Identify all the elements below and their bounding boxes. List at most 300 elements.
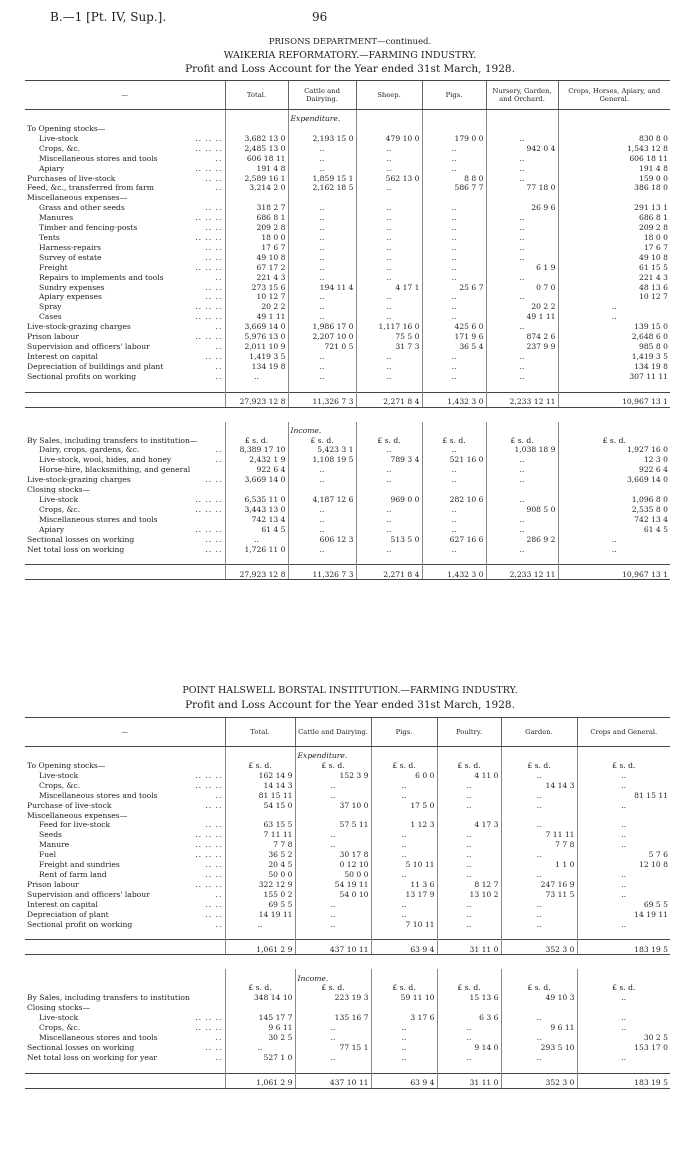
amount-cell: .. bbox=[356, 154, 422, 164]
amount-cell: 73 11 5 bbox=[501, 890, 577, 900]
amount-cell: 874 2 6 bbox=[486, 332, 558, 342]
amount-cell: .. bbox=[295, 920, 371, 930]
amount-cell: 386 18 0 bbox=[558, 183, 670, 193]
column-header: Crops, Horses, Apiary, and General. bbox=[558, 81, 670, 110]
amount-cell: 14 19 11 bbox=[577, 910, 670, 920]
amount-cell: .. bbox=[437, 900, 501, 910]
table-row bbox=[25, 283, 670, 293]
row-label: Spray bbox=[39, 302, 62, 312]
amount-cell: 81 15 11 bbox=[225, 791, 295, 801]
amount-cell: 17 5 0 bbox=[371, 801, 437, 811]
amount-cell: 922 6 4 bbox=[558, 465, 670, 475]
leader-dots: .. bbox=[215, 371, 223, 381]
amount-cell: 134 19 8 bbox=[558, 362, 670, 372]
row-description bbox=[25, 910, 225, 920]
amount-cell: .. bbox=[577, 781, 670, 791]
leader-dots: .. .. .. bbox=[195, 213, 223, 223]
section-spacer bbox=[501, 969, 577, 983]
amount-cell: 237 9 9 bbox=[486, 342, 558, 352]
table-row bbox=[25, 455, 670, 465]
amount-cell bbox=[225, 1003, 295, 1013]
amount-cell: 2,162 18 5 bbox=[288, 183, 356, 193]
amount-cell: .. bbox=[356, 312, 422, 322]
amount-cell: .. bbox=[288, 525, 356, 535]
amount-cell: 521 16 0 bbox=[422, 455, 486, 465]
amount-cell: 2,648 6 0 bbox=[558, 332, 670, 342]
amount-cell: 10 12 7 bbox=[225, 292, 288, 302]
row-label: Miscellaneous stores and tools bbox=[39, 1032, 158, 1042]
amount-cell: .. bbox=[437, 910, 501, 920]
amount-cell: 286 9 2 bbox=[486, 535, 558, 545]
amount-cell: .. bbox=[422, 253, 486, 263]
row-description bbox=[25, 801, 225, 811]
amount-cell: 17 6 7 bbox=[225, 243, 288, 253]
section-spacer bbox=[356, 110, 422, 125]
table-row bbox=[25, 436, 670, 446]
total-label-spacer bbox=[25, 1073, 225, 1088]
table-row bbox=[25, 485, 670, 495]
total-cell: 437 10 11 bbox=[295, 940, 371, 955]
amount-cell: 686 8 1 bbox=[225, 213, 288, 223]
halswell-title: POINT HALSWELL BORSTAL INSTITUTION.—FARMING INDUSTRY. bbox=[182, 685, 518, 696]
amount-cell: .. bbox=[501, 791, 577, 801]
column-header: Sheep. bbox=[356, 81, 422, 110]
amount-cell: .. bbox=[437, 1023, 501, 1033]
amount-cell: 0 12 10 bbox=[295, 860, 371, 870]
amount-cell: 12 3 0 bbox=[558, 455, 670, 465]
amount-cell: .. bbox=[577, 993, 670, 1003]
gap bbox=[25, 407, 670, 422]
row-label: Sectional losses on working bbox=[27, 534, 135, 544]
row-description bbox=[25, 880, 225, 890]
amount-cell: 223 19 3 bbox=[295, 993, 371, 1003]
amount-cell: 1,543 12 8 bbox=[558, 144, 670, 154]
row-description bbox=[25, 253, 225, 263]
amount-cell: 307 11 11 bbox=[558, 372, 670, 382]
amount-cell: 13 10 2 bbox=[437, 890, 501, 900]
row-description bbox=[25, 174, 225, 184]
row-label: Seeds bbox=[39, 830, 62, 840]
row-description bbox=[25, 545, 225, 555]
amount-cell: .. bbox=[486, 233, 558, 243]
table-row bbox=[25, 840, 670, 850]
leader-dots: .. .. bbox=[205, 351, 223, 361]
row-description bbox=[25, 213, 225, 223]
unit-label: £ s. d. bbox=[225, 761, 295, 771]
amount-cell bbox=[371, 811, 437, 821]
amount-cell: 7 7 8 bbox=[501, 840, 577, 850]
waikeria-title: WAIKERIA REFORMATORY.—FARMING INDUSTRY. bbox=[223, 50, 477, 61]
amount-cell: 209 2 8 bbox=[225, 223, 288, 233]
amount-cell: 3,669 14 0 bbox=[225, 322, 288, 332]
unit-label: £ s. d. bbox=[356, 436, 422, 446]
table-row bbox=[25, 154, 670, 164]
amount-cell: 247 16 9 bbox=[501, 880, 577, 890]
amount-cell: .. bbox=[371, 1023, 437, 1033]
amount-cell: .. bbox=[356, 545, 422, 555]
amount-cell: 282 10 6 bbox=[422, 495, 486, 505]
row-description bbox=[25, 164, 225, 174]
amount-cell: .. bbox=[288, 475, 356, 485]
amount-cell: 15 13 6 bbox=[437, 993, 501, 1003]
spacer bbox=[558, 382, 670, 393]
table-row bbox=[25, 890, 670, 900]
waikeria-heading bbox=[0, 49, 700, 62]
section-spacer bbox=[25, 422, 225, 436]
table-row bbox=[25, 124, 670, 134]
amount-cell: .. bbox=[577, 1013, 670, 1023]
amount-cell: .. bbox=[356, 445, 422, 455]
row-label: Depreciation of buildings and plant bbox=[27, 361, 164, 371]
leader-dots: .. .. .. bbox=[195, 524, 223, 534]
row-description bbox=[25, 840, 225, 850]
table-row bbox=[25, 233, 670, 243]
spacer bbox=[356, 554, 422, 565]
spacer bbox=[225, 382, 288, 393]
amount-cell: 37 10 0 bbox=[295, 801, 371, 811]
amount-cell: .. bbox=[288, 292, 356, 302]
row-label: Sectional profit on working bbox=[27, 919, 133, 929]
amount-cell: 159 0 0 bbox=[558, 174, 670, 184]
leader-dots: .. .. bbox=[205, 282, 223, 292]
column-header: Nursery, Garden, and Orchard. bbox=[486, 81, 558, 110]
table-row bbox=[25, 362, 670, 372]
amount-cell: .. bbox=[486, 495, 558, 505]
amount-cell: .. bbox=[558, 545, 670, 555]
amount-cell: 8 12 7 bbox=[437, 880, 501, 890]
income-section-row bbox=[25, 969, 670, 983]
unit-label: £ s. d. bbox=[288, 436, 356, 446]
row-label: Harness-repairs bbox=[39, 242, 101, 252]
department-heading bbox=[0, 35, 700, 49]
row-label: Feed for live-stock bbox=[39, 820, 111, 830]
amount-cell: 179 0 0 bbox=[422, 134, 486, 144]
leader-dots: .. bbox=[215, 1032, 223, 1042]
unit-label: £ s. d. bbox=[225, 983, 295, 993]
waikeria-account-table bbox=[25, 80, 670, 580]
section-spacer bbox=[577, 969, 670, 983]
amount-cell: 67 17 2 bbox=[225, 263, 288, 273]
section-spacer bbox=[371, 969, 437, 983]
column-header: Pigs. bbox=[422, 81, 486, 110]
unit-label: £ s. d. bbox=[577, 761, 670, 771]
column-header: Cattle and Dairying. bbox=[288, 81, 356, 110]
column-header: Total. bbox=[225, 718, 295, 747]
amount-cell: 985 8 0 bbox=[558, 342, 670, 352]
amount-cell: 293 5 10 bbox=[501, 1043, 577, 1053]
total-cell: 183 19 5 bbox=[577, 940, 670, 955]
table-row bbox=[25, 352, 670, 362]
spacer bbox=[577, 929, 670, 940]
amount-cell: 8,389 17 10 bbox=[225, 445, 288, 455]
amount-cell: .. bbox=[356, 233, 422, 243]
amount-cell: .. bbox=[288, 465, 356, 475]
row-label: Live-stock bbox=[39, 770, 79, 780]
section-spacer bbox=[25, 747, 225, 762]
row-description bbox=[25, 144, 225, 154]
leader-dots: .. bbox=[215, 445, 223, 455]
table-row bbox=[25, 791, 670, 801]
amount-cell: .. bbox=[577, 820, 670, 830]
amount-cell: 221 4 3 bbox=[225, 273, 288, 283]
amount-cell: .. bbox=[422, 203, 486, 213]
leader-dots: .. .. bbox=[205, 203, 223, 213]
amount-cell: .. bbox=[437, 920, 501, 930]
amount-cell: 5 10 11 bbox=[371, 860, 437, 870]
row-description bbox=[25, 860, 225, 870]
column-header: Cattle and Dairying. bbox=[295, 718, 371, 747]
amount-cell: 942 0 4 bbox=[486, 144, 558, 154]
amount-cell bbox=[437, 1003, 501, 1013]
table-row bbox=[25, 332, 670, 342]
spacer bbox=[501, 929, 577, 940]
total-cell: 352 3 0 bbox=[501, 940, 577, 955]
amount-cell: 3,214 2 0 bbox=[225, 183, 288, 193]
amount-cell: .. bbox=[486, 515, 558, 525]
row-description bbox=[25, 781, 225, 791]
amount-cell: 1,038 18 9 bbox=[486, 445, 558, 455]
row-label: Supervision and officers' labour bbox=[27, 341, 150, 351]
amount-cell: .. bbox=[295, 791, 371, 801]
income-label: Income. bbox=[288, 422, 356, 436]
table-row bbox=[25, 525, 670, 535]
amount-cell: 139 15 0 bbox=[558, 322, 670, 332]
amount-cell: .. bbox=[437, 850, 501, 860]
table-row bbox=[25, 213, 670, 223]
table-row bbox=[25, 475, 670, 485]
amount-cell: 49 10 3 bbox=[501, 993, 577, 1003]
amount-cell: 1,108 19 5 bbox=[288, 455, 356, 465]
income-total-row bbox=[25, 1073, 670, 1088]
expenditure-label: Expenditure. bbox=[295, 747, 371, 762]
amount-cell bbox=[295, 1003, 371, 1013]
page-reference: B.—1 [Pt. IV, Sup.]. bbox=[50, 10, 167, 24]
amount-cell: 3,669 14 0 bbox=[225, 475, 288, 485]
amount-cell: 145 17 7 bbox=[225, 1013, 295, 1023]
amount-cell: 2,193 15 0 bbox=[288, 134, 356, 144]
spacer bbox=[501, 1063, 577, 1074]
table-row bbox=[25, 811, 670, 821]
row-label: Crops, &c. bbox=[39, 504, 81, 514]
table-row bbox=[25, 253, 670, 263]
amount-cell: .. bbox=[501, 801, 577, 811]
amount-cell: .. bbox=[486, 213, 558, 223]
table-row bbox=[25, 505, 670, 515]
table-row bbox=[25, 1053, 670, 1063]
spacer bbox=[25, 554, 225, 565]
amount-cell: .. bbox=[422, 263, 486, 273]
total-cell: 2,233 12 11 bbox=[486, 392, 558, 407]
amount-cell: 63 15 5 bbox=[225, 820, 295, 830]
amount-cell: 9 14 0 bbox=[437, 1043, 501, 1053]
leader-dots: .. .. .. bbox=[195, 163, 223, 173]
table-row bbox=[25, 273, 670, 283]
column-header: Garden. bbox=[501, 718, 577, 747]
row-label: Purchases of live-stock bbox=[27, 173, 116, 183]
amount-cell: 20 2 2 bbox=[486, 302, 558, 312]
amount-cell: 49 1 11 bbox=[486, 312, 558, 322]
amount-cell: .. bbox=[486, 253, 558, 263]
amount-cell: 50 0 0 bbox=[295, 870, 371, 880]
section-spacer bbox=[225, 747, 295, 762]
amount-cell: 5,423 3 1 bbox=[288, 445, 356, 455]
spacer bbox=[288, 382, 356, 393]
total-cell: 2,271 8 4 bbox=[356, 392, 422, 407]
total-label-spacer bbox=[25, 565, 225, 580]
amount-cell: .. bbox=[422, 243, 486, 253]
amount-cell bbox=[356, 485, 422, 495]
amount-cell: 48 13 6 bbox=[558, 283, 670, 293]
table-row bbox=[25, 880, 670, 890]
table-row bbox=[25, 312, 670, 322]
table-row bbox=[25, 292, 670, 302]
halswell-heading bbox=[0, 684, 700, 697]
section-spacer bbox=[225, 969, 295, 983]
amount-cell: 5,976 13 0 bbox=[225, 332, 288, 342]
row-description bbox=[25, 332, 225, 342]
spacer-row bbox=[25, 382, 670, 393]
expenditure-total-row bbox=[25, 940, 670, 955]
leader-dots: .. bbox=[215, 322, 223, 332]
row-description bbox=[25, 495, 225, 505]
row-label: Apiary bbox=[39, 524, 65, 534]
spacer bbox=[25, 1063, 225, 1074]
total-cell: 11,326 7 3 bbox=[288, 565, 356, 580]
table-row bbox=[25, 535, 670, 545]
amount-cell: .. bbox=[288, 545, 356, 555]
leader-dots: .. bbox=[215, 341, 223, 351]
amount-cell: .. bbox=[356, 292, 422, 302]
amount-cell: .. bbox=[422, 312, 486, 322]
amount-cell: 7 7 8 bbox=[225, 840, 295, 850]
row-label: Net total loss on working bbox=[27, 544, 125, 554]
row-description bbox=[25, 1003, 225, 1013]
amount-cell bbox=[295, 811, 371, 821]
amount-cell: 194 11 4 bbox=[288, 283, 356, 293]
spacer bbox=[225, 929, 295, 940]
amount-cell bbox=[577, 1003, 670, 1013]
amount-cell bbox=[225, 811, 295, 821]
amount-cell: .. bbox=[356, 372, 422, 382]
amount-cell: .. bbox=[577, 890, 670, 900]
amount-cell: .. bbox=[295, 1033, 371, 1043]
amount-cell bbox=[558, 485, 670, 495]
amount-cell: 49 10 8 bbox=[558, 253, 670, 263]
table-row bbox=[25, 144, 670, 154]
section-spacer bbox=[558, 110, 670, 125]
amount-cell: 7 11 11 bbox=[501, 830, 577, 840]
table-row bbox=[25, 515, 670, 525]
spacer bbox=[422, 554, 486, 565]
amount-cell: .. bbox=[437, 860, 501, 870]
amount-cell: 273 15 6 bbox=[225, 283, 288, 293]
amount-cell: 77 15 1 bbox=[295, 1043, 371, 1053]
amount-cell: .. bbox=[356, 243, 422, 253]
amount-cell: 61 4 5 bbox=[225, 525, 288, 535]
row-description bbox=[25, 292, 225, 302]
amount-cell: 1,726 11 0 bbox=[225, 545, 288, 555]
spacer bbox=[295, 929, 371, 940]
amount-cell bbox=[558, 193, 670, 203]
amount-cell: .. bbox=[437, 840, 501, 850]
amount-cell: .. bbox=[577, 870, 670, 880]
amount-cell: .. bbox=[295, 910, 371, 920]
amount-cell: .. bbox=[356, 302, 422, 312]
table-row bbox=[25, 993, 670, 1003]
row-description bbox=[25, 475, 225, 485]
row-label: Dairy, crops, gardens, &c. bbox=[39, 445, 140, 455]
spacer bbox=[295, 1063, 371, 1074]
amount-cell: .. bbox=[371, 870, 437, 880]
column-header: — bbox=[25, 81, 225, 110]
row-label: Miscellaneous stores and tools bbox=[39, 790, 158, 800]
amount-cell: 1,859 15 1 bbox=[288, 174, 356, 184]
row-label: Manure bbox=[39, 840, 70, 850]
amount-cell: .. bbox=[288, 505, 356, 515]
column-header: Poultry. bbox=[437, 718, 501, 747]
row-description bbox=[25, 352, 225, 362]
total-cell: 10,967 13 1 bbox=[558, 565, 670, 580]
amount-cell: 162 14 9 bbox=[225, 771, 295, 781]
amount-cell: 6 3 6 bbox=[437, 1013, 501, 1023]
row-description bbox=[25, 535, 225, 545]
leader-dots: .. .. bbox=[205, 544, 223, 554]
row-description bbox=[25, 830, 225, 840]
amount-cell: .. bbox=[422, 515, 486, 525]
amount-cell: 191 4 8 bbox=[225, 164, 288, 174]
leader-dots: .. bbox=[215, 889, 223, 899]
amount-cell: 606 18 11 bbox=[558, 154, 670, 164]
row-description bbox=[25, 920, 225, 930]
amount-cell: 4 11 0 bbox=[437, 771, 501, 781]
unit-label: £ s. d. bbox=[577, 983, 670, 993]
row-label: Sectional profits on working bbox=[27, 371, 137, 381]
amount-cell: 2,535 8 0 bbox=[558, 505, 670, 515]
unit-label: £ s. d. bbox=[295, 983, 371, 993]
amount-cell: 20 2 2 bbox=[225, 302, 288, 312]
gap-row bbox=[25, 955, 670, 970]
spacer bbox=[422, 382, 486, 393]
amount-cell: .. bbox=[577, 801, 670, 811]
amount-cell: .. bbox=[295, 1023, 371, 1033]
row-description bbox=[25, 993, 225, 1003]
amount-cell: 30 17 8 bbox=[295, 850, 371, 860]
leader-dots: .. .. .. bbox=[195, 495, 223, 504]
spacer bbox=[356, 382, 422, 393]
halswell-subtitle: Profit and Loss Account for the Year ended 31st March, 1928. bbox=[185, 699, 515, 711]
amount-cell: 479 10 0 bbox=[356, 134, 422, 144]
amount-cell: 1,419 3 5 bbox=[558, 352, 670, 362]
amount-cell: .. bbox=[356, 515, 422, 525]
leader-dots: .. .. .. bbox=[195, 840, 223, 850]
total-cell: 2,271 8 4 bbox=[356, 565, 422, 580]
amount-cell: .. bbox=[356, 352, 422, 362]
expenditure-total-row bbox=[25, 392, 670, 407]
amount-cell: .. bbox=[486, 525, 558, 535]
amount-cell: .. bbox=[288, 253, 356, 263]
amount-cell: 13 17 9 bbox=[371, 890, 437, 900]
amount-cell: .. bbox=[371, 1033, 437, 1043]
amount-cell: 1,117 16 0 bbox=[356, 322, 422, 332]
amount-cell: 3,443 13 0 bbox=[225, 505, 288, 515]
row-label: Feed, &c., transferred from farm bbox=[27, 183, 154, 193]
table-row bbox=[25, 820, 670, 830]
spacer bbox=[437, 1063, 501, 1074]
amount-cell: 1 1 0 bbox=[501, 860, 577, 870]
total-cell: 27,923 12 8 bbox=[225, 565, 288, 580]
amount-cell bbox=[486, 193, 558, 203]
row-label: Crops, &c. bbox=[39, 780, 81, 790]
